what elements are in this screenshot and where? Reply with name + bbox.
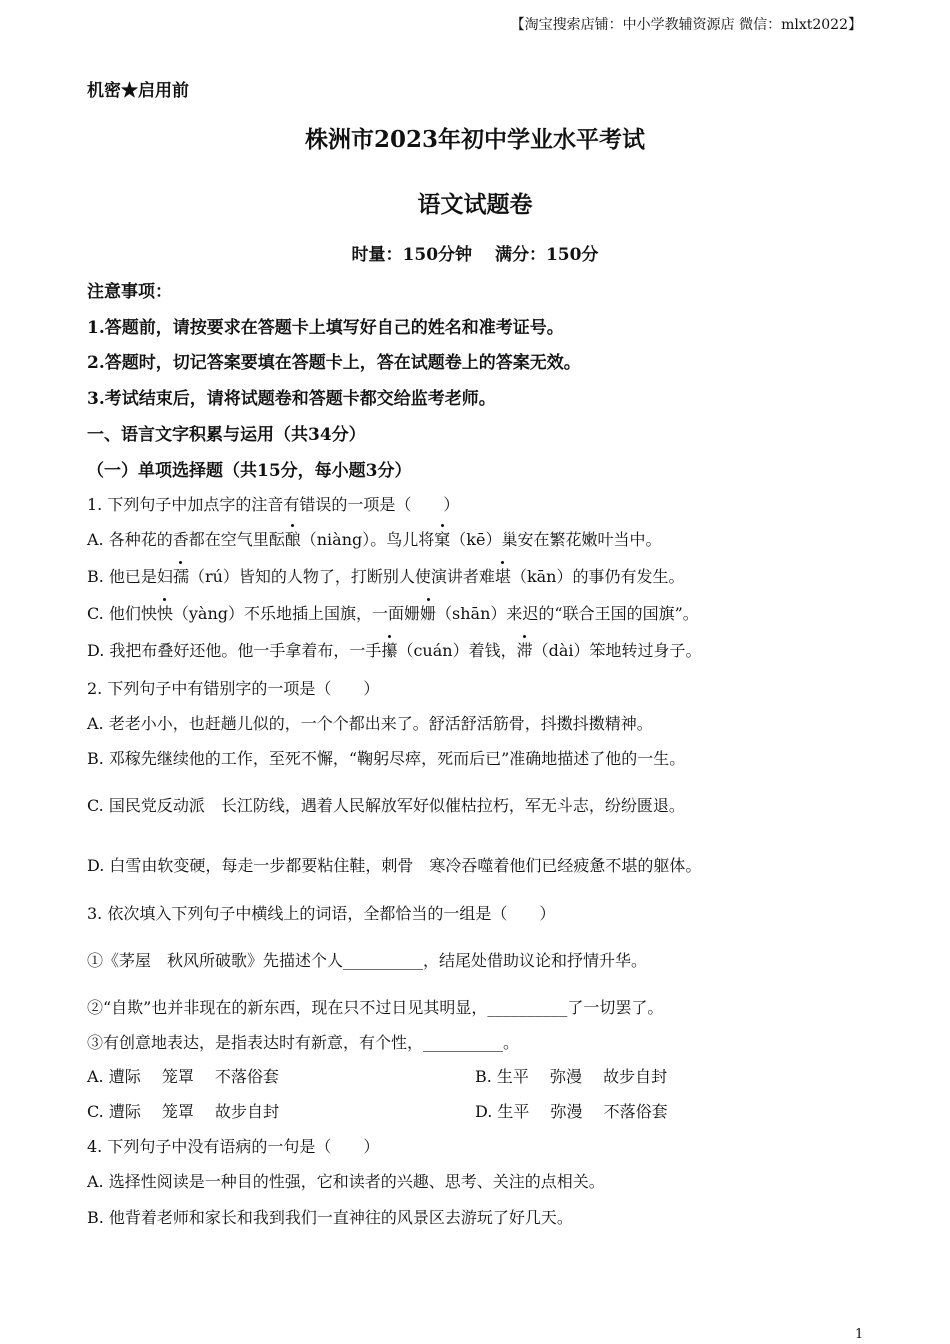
question-2-option-b: B. 邓稼先继续他的工作，至死不懈，“鞠躬尽瘁，死而后已”准确地描述了他的一生。 xyxy=(87,749,686,768)
option-text: C. 他们怏 xyxy=(87,604,157,623)
dotted-char: 攥 xyxy=(381,638,397,661)
confidential-label: 机密★启用前 xyxy=(87,81,189,101)
option-text: （dài）笨地转过身子。 xyxy=(532,641,702,660)
question-3-option-d: D. 生平 弥漫 不落俗套 xyxy=(475,1102,668,1121)
question-3-option-c: C. 遭际 笼罩 故步自封 xyxy=(87,1102,280,1121)
question-2-option-c: C. 国民党反动派 长江防线，遇着人民解放军好似催枯拉朽，军无斗志，纷纷匮退。 xyxy=(87,796,685,815)
question-4-option-a: A. 选择性阅读是一种目的性强，它和读者的兴趣、思考、关注的点相关。 xyxy=(87,1172,605,1191)
note-item: 3.考试结束后，请将试题卷和答题卡都交给监考老师。 xyxy=(87,389,496,409)
dotted-char: 孺 xyxy=(173,564,189,587)
dotted-char: 窠 xyxy=(434,527,450,550)
question-4-stem: 4. 下列句子中没有语病的一句是（ ） xyxy=(87,1137,380,1156)
question-3-stem: 3. 依次填入下列句子中横线上的词语，全都恰当的一组是（ ） xyxy=(87,904,556,923)
option-text: B. 他已是妇 xyxy=(87,567,173,586)
question-3-option-b: B. 生平 弥漫 故步自封 xyxy=(475,1067,668,1086)
question-4-option-b: B. 他背着老师和家长和我到我们一直神往的风景区去游玩了好几天。 xyxy=(87,1208,573,1227)
option-text: （kān）的事仍有发生。 xyxy=(510,567,685,586)
page-number: 1 xyxy=(855,1327,864,1342)
exam-title: 株洲市2023年初中学业水平考试 xyxy=(304,126,645,153)
question-2-stem: 2. 下列句子中有错别字的一项是（ ） xyxy=(87,679,380,698)
dotted-char: 滞 xyxy=(517,638,533,661)
note-item: 2.答题时，切记答案要填在答题卡上，答在试题卷上的答案无效。 xyxy=(87,353,581,373)
option-text: （yàng）不乐地插上国旗，一面姗 xyxy=(172,604,421,623)
option-text: （rú）皆知的人物了，打断别人使演讲者难 xyxy=(188,567,495,586)
question-1-option-b xyxy=(87,564,684,587)
dotted-char: 姗 xyxy=(420,601,436,624)
option-text: （niàng）。鸟儿将 xyxy=(300,530,435,549)
section-heading: 一、语言文字积累与运用（共34分） xyxy=(87,425,366,445)
note-item: 1.答题前，请按要求在答题卡上填写好自己的姓名和准考证号。 xyxy=(87,318,564,338)
dotted-char: 酿 xyxy=(285,527,301,550)
paper-subtitle: 语文试题卷 xyxy=(417,191,533,218)
option-text: （kē）巢安在繁花嫩叶当中。 xyxy=(450,530,662,549)
dotted-char: 怏 xyxy=(157,601,173,624)
question-1-stem: 1. 下列句子中加点字的注音有错误的一项是（ ） xyxy=(87,495,460,514)
option-text: D. 我把布叠好还他。他一手拿着布，一手 xyxy=(87,641,382,660)
option-text: （shān）来迟的“联合王国的国旗”。 xyxy=(436,604,699,623)
question-2-option-a: A. 老老小小，也赶趟儿似的，一个个都出来了。舒活舒活筋骨，抖擞抖擞精神。 xyxy=(87,714,653,733)
dotted-char: 堪 xyxy=(495,564,511,587)
question-3-sentence-2: ②“自欺”也并非现在的新东西，现在只不过日见其明显，__________了一切罢了。 xyxy=(87,998,664,1017)
question-1-option-a xyxy=(87,527,661,550)
question-3-option-a: A. 遭际 笼罩 不落俗套 xyxy=(87,1067,279,1086)
source-notice: 【淘宝搜索店铺：中小学教辅资源店 微信：mlxt2022】 xyxy=(510,17,862,33)
question-2-option-d: D. 白雪由软变硬，每走一步都要粘住鞋，刺骨 寒冷吞噬着他们已经疲惫不堪的躯体。 xyxy=(87,856,702,875)
time-score-line: 时量：150分钟 满分：150分 xyxy=(351,245,599,265)
option-text: A. 各种花的香都在空气里酝 xyxy=(87,530,285,549)
question-3-sentence-3: ③有创意地表达，是指表达时有新意，有个性，__________。 xyxy=(87,1033,520,1052)
subsection-heading: （一）单项选择题（共15分，每小题3分） xyxy=(87,461,412,481)
notes-heading: 注意事项： xyxy=(87,282,172,302)
question-1-option-d xyxy=(87,638,702,661)
option-text: （cuán）着钱， xyxy=(397,641,517,660)
question-1-option-c xyxy=(87,601,699,624)
question-3-sentence-1: ①《茅屋 秋风所破歌》先描述个人__________，结尾处借助议论和抒情升华。 xyxy=(87,951,648,970)
